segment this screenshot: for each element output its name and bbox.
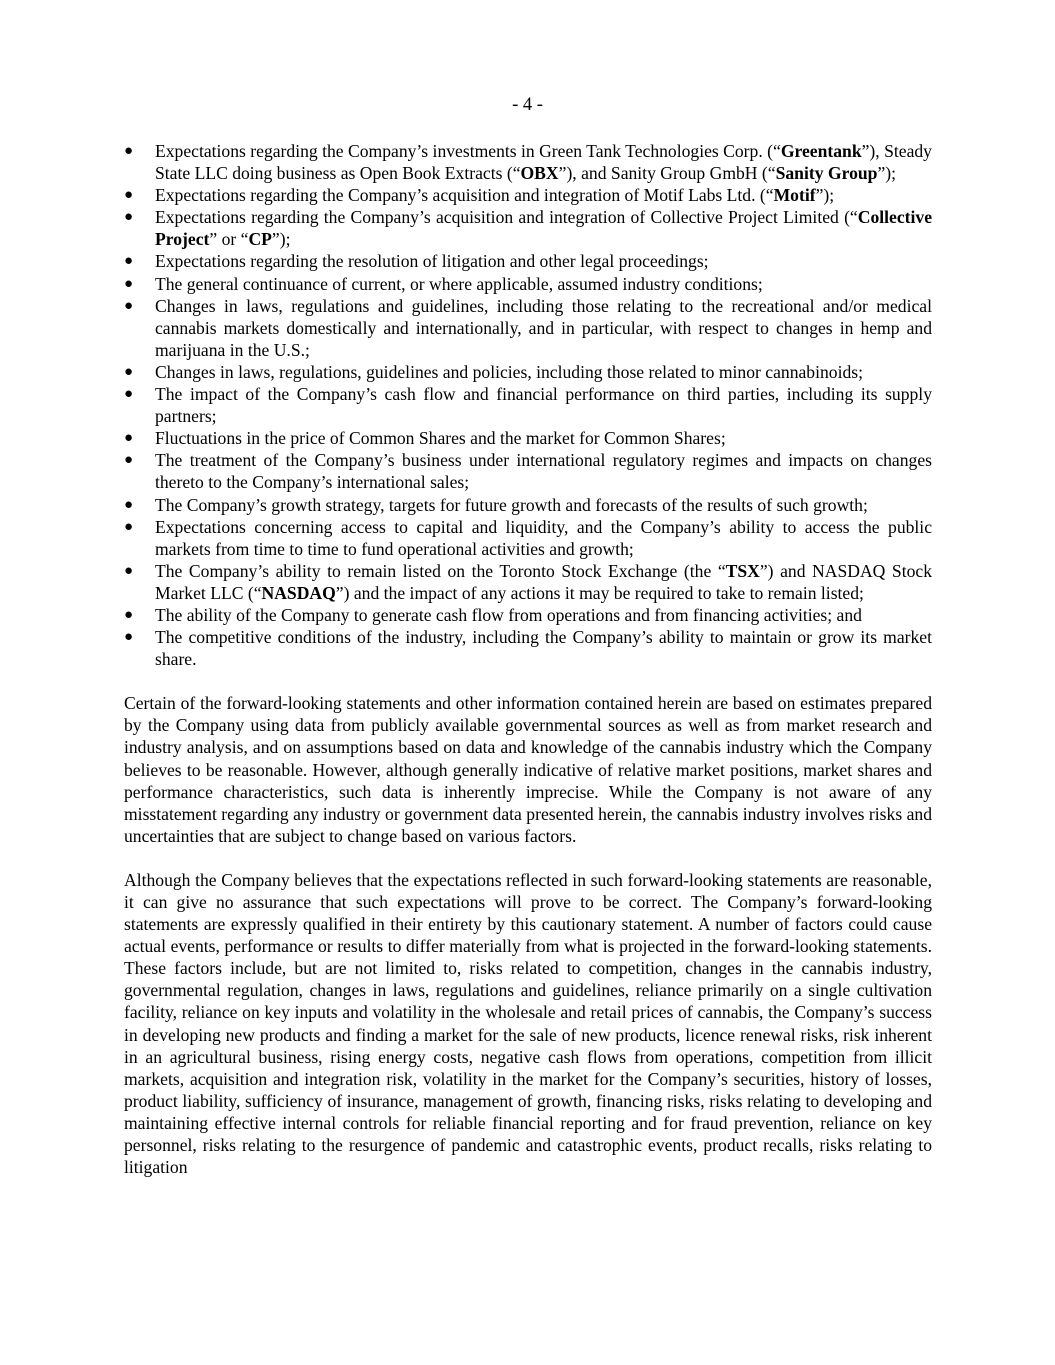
- defined-term: CP: [248, 229, 272, 250]
- bullet-text: ”) and NASDAQ Stock Market LLC (“: [155, 560, 932, 603]
- bullet-text: The treatment of the Company’s business under international regulatory regimes and impacts on changes thereto to the Company’s international sales;: [155, 450, 932, 493]
- bullet-text: The competitive conditions of the industry, including the Company’s ability to maintain or grow its market share.: [155, 627, 932, 670]
- bullet-list: [124, 140, 932, 670]
- bullet-item: [124, 273, 932, 295]
- bullet-text: ”);: [877, 163, 897, 184]
- paragraph-estimates: Certain of the forward-looking statements and other information contained herein are based on estimates prepared by the Company using data from publicly available governmental sources as well as from market research and industry analysis, and on assumptions based on data and knowledge of the cannabis industry which the Company believes to be reasonable. However, although generally indicative of relative market positions, market shares and performance characteristics, such data is inherently imprecise. While the Company is not aware of any misstatement regarding any industry or government data presented herein, the cannabis industry involves risks and uncertainties that are subject to change based on various factors.: [124, 693, 932, 846]
- bullet-text: ”);: [815, 185, 835, 206]
- bullet-text: Fluctuations in the price of Common Shares and the market for Common Shares;: [155, 428, 726, 449]
- bullet-item: [124, 494, 932, 516]
- bullet-text: ” or “: [209, 229, 249, 250]
- bullet-item: [124, 184, 932, 206]
- defined-term: Collective Project: [155, 207, 932, 250]
- bullet-text: The general continuance of current, or where applicable, assumed industry conditions;: [155, 273, 763, 294]
- bullet-text: Expectations regarding the resolution of litigation and other legal proceedings;: [155, 251, 709, 272]
- defined-term: TSX: [725, 560, 760, 581]
- bullet-text: The ability of the Company to generate cash flow from operations and from financing activities; and: [155, 604, 862, 625]
- bullet-text: Expectations regarding the Company’s acquisition and integration of Collective Project Limited (“: [155, 207, 858, 228]
- bullet-icon: ●: [124, 562, 134, 579]
- defined-term: Sanity Group: [775, 163, 878, 184]
- bullet-icon: ●: [124, 452, 134, 469]
- bullet-text: Expectations concerning access to capital and liquidity, and the Company’s ability to access the public markets from time to time to fund operational activities and growth;: [155, 516, 932, 559]
- defined-term: Motif: [773, 185, 816, 206]
- bullet-text: ”), and Sanity Group GmbH (“: [558, 163, 776, 184]
- bullet-item: [124, 626, 932, 670]
- page-content: [124, 140, 932, 1178]
- defined-term: Greentank: [780, 141, 862, 161]
- bullet-text: Changes in laws, regulations and guidelines, including those relating to the recreational and/or medical cannabis markets domestically and internationally, and in particular, with respect to changes in hemp and marijuana in the U.S.;: [155, 295, 932, 360]
- bullet-icon: ●: [124, 253, 134, 270]
- bullet-item: [124, 206, 932, 250]
- paragraph-risk-factors: Although the Company believes that the expectations reflected in such forward-looking statements are reasonable, it can give no assurance that such expectations will prove to be correct. The Company’s forward-looking statements are expressly qualified in their entirety by this cautionary statement. A number of factors could cause actual events, performance or results to differ materially from what is projected in the forward-looking statements. These factors include, but are not limited to, risks related to competition, changes in the cannabis industry, governmental regulation, changes in laws, regulations and guidelines, reliance primarily on a single cultivation facility, reliance on key inputs and volatility in the wholesale and retail prices of cannabis, the Company’s success in developing new products and finding a market for the sale of new products, licence renewal risks, risk inherent in an agricultural business, rising energy costs, negative cash flows from operations, competition from illicit markets, acquisition and integration risk, volatility in the market for the Company’s securities, history of losses, product liability, sufficiency of insurance, management of growth, financing risks, risks relating to developing and maintaining effective internal controls for reliable financial reporting and for fraud prevention, reliance on key personnel, risks relating to the resurgence of pandemic and catastrophic events, product recalls, risks relating to litigation: [124, 869, 932, 1178]
- bullet-icon: ●: [124, 143, 134, 159]
- bullet-icon: ●: [124, 430, 134, 447]
- bullet-icon: ●: [124, 209, 134, 226]
- bullet-text: Expectations regarding the Company’s acquisition and integration of Motif Labs Ltd. (“: [155, 185, 774, 206]
- bullet-icon: ●: [124, 629, 134, 646]
- bullet-icon: ●: [124, 187, 134, 204]
- bullet-icon: ●: [124, 606, 134, 623]
- bullet-text: ”), Steady State LLC doing business as Open Book Extracts (“: [155, 141, 932, 184]
- bullet-icon: ●: [124, 496, 134, 513]
- bullet-item: [124, 140, 932, 184]
- bullet-item: [124, 361, 932, 383]
- bullet-item: [124, 449, 932, 493]
- bullet-item: [124, 516, 932, 560]
- bullet-item: [124, 604, 932, 626]
- bullet-text: Changes in laws, regulations, guidelines and policies, including those related to minor cannabinoids;: [155, 361, 864, 382]
- bullet-text: The impact of the Company’s cash flow and financial performance on third parties, including its supply partners;: [155, 384, 932, 427]
- bullet-item: [124, 250, 932, 272]
- bullet-text: ”) and the impact of any actions it may be required to take to remain listed;: [335, 582, 864, 603]
- page-number: - 4 -: [512, 95, 543, 115]
- bullet-icon: ●: [124, 363, 134, 380]
- bullet-item: [124, 427, 932, 449]
- bullet-text: The Company’s ability to remain listed on the Toronto Stock Exchange (the “: [155, 560, 726, 581]
- bullet-icon: ●: [124, 386, 134, 403]
- bullet-icon: ●: [124, 297, 134, 314]
- bullet-text: Expectations regarding the Company’s investments in Green Tank Technologies Corp. (“: [155, 141, 781, 161]
- defined-term: NASDAQ: [261, 582, 336, 603]
- bullet-item: [124, 383, 932, 427]
- defined-term: OBX: [520, 163, 559, 184]
- bullet-icon: ●: [124, 518, 134, 535]
- bullet-item: [124, 560, 932, 604]
- bullet-icon: ●: [124, 275, 134, 292]
- bullet-item: [124, 295, 932, 361]
- bullet-text: ”);: [271, 229, 291, 250]
- bullet-text: The Company’s growth strategy, targets for future growth and forecasts of the results of such growth;: [155, 494, 868, 515]
